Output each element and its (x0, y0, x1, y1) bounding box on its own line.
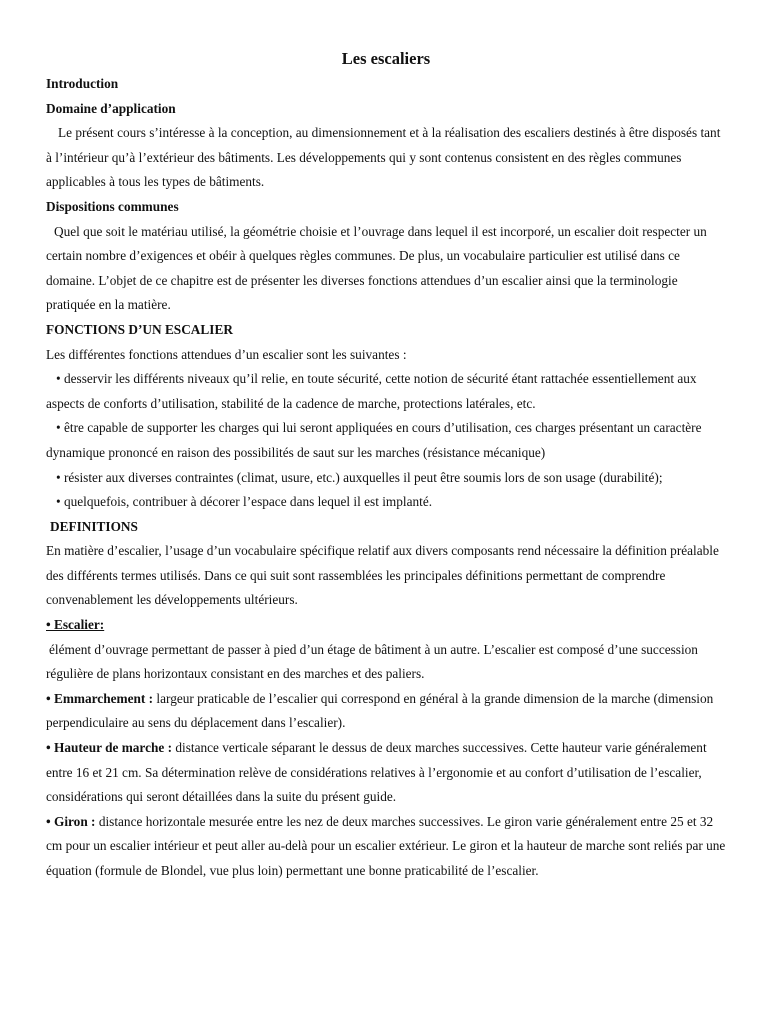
definition-text-giron: distance horizontale mesurée entre les nez de deux marches successives. Le giron varie généralement entre 25 et 32 cm pour un escalier intérieur et peut aller au-delà pour un escalier extérieur. Le giron et la hauteur de marche sont reliés par une équation (formule de Blondel, vue plus loin) permettant une bonne praticabilité de l’escalier. (46, 813, 726, 878)
definition-text-emmarchement: largeur praticable de l’escalier qui correspond en général à la grande dimension de la marche (dimension perpendiculaire au sens du déplacement dans l’escalier). (46, 690, 714, 731)
document-page (46, 48, 726, 884)
page-title: Les escaliers (341, 49, 431, 68)
definition-text-hauteur: distance verticale séparant le dessus de deux marches successives. Cette hauteur varie généralement entre 16 et 21 cm. Sa détermination relève de considérations relatives à l’ergonomie et au confort d’utilisation de l’escalier, considérations qui seront détaillées dans la suite du présent guide. (46, 740, 707, 805)
list-item: • être capable de supporter les charges qui lui seront appliquées en cours d’utilisation, ces charges présentant un caractère dynamique prononcé en raison des possibilités de saut sur les marches (résistance mécanique) (46, 420, 702, 460)
list-item: • desservir les différents niveaux qu’il relie, en toute sécurité, cette notion de sécurité étant rattachée essentiellement aux aspects de conforts d’utilisation, stabilité de la cadence de marche, protections latérales, etc. (46, 371, 697, 411)
definition-giron (46, 810, 726, 884)
paragraph-definitions-intro: En matière d’escalier, l’usage d’un vocabulaire spécifique relatif aux divers composants rend nécessaire la définition préalable des différents termes utilisés. Dans ce qui suit sont rassemblées les principales définitions permettant de comprendre convenablement les développements ultérieurs. (46, 543, 719, 608)
definition-term-hauteur: • Hauteur de marche : (46, 740, 173, 756)
heading-dispositions: Dispositions communes (46, 198, 179, 214)
definition-term-giron: • Giron : (46, 813, 96, 829)
list-item: • quelquefois, contribuer à décorer l’espace dans lequel il est implanté. (56, 494, 433, 510)
heading-fonctions: FONCTIONS D’UN ESCALIER (46, 321, 233, 337)
heading-introduction: Introduction (46, 76, 119, 91)
definition-hauteur (46, 736, 726, 810)
paragraph-domaine: Le présent cours s’intéresse à la conception, au dimensionnement et à la réalisation des escaliers destinés à être disposés tant à l’intérieur qu’à l’extérieur des bâtiments. Les développements qui y sont contenus consistent en des règles communes applicables à tous les types de bâtiments. (46, 125, 721, 190)
paragraph-fonctions-intro: Les différentes fonctions attendues d’un escalier sont les suivantes : (46, 346, 407, 362)
heading-definitions: DEFINITIONS (50, 518, 138, 534)
definition-emmarchement (46, 687, 726, 736)
definition-term-escalier: • Escalier: (46, 617, 105, 633)
definition-text-escalier: élément d’ouvrage permettant de passer à pied d’un étage de bâtiment à un autre. L’escalier est composé d’une succession régulière de plans horizontaux consistant en des marches et des paliers. (46, 641, 698, 682)
list-item: • résister aux diverses contraintes (climat, usure, etc.) auxquelles il peut être soumis lors de son usage (durabilité); (56, 469, 663, 485)
heading-domaine: Domaine d’application (46, 100, 176, 116)
definition-term-emmarchement: • Emmarchement : (46, 690, 154, 706)
paragraph-dispositions: Quel que soit le matériau utilisé, la géométrie choisie et l’ouvrage dans lequel il est incorporé, un escalier doit respecter un certain nombre d’exigences et obéir à quelques règles communes. De plus, un vocabulaire particulier est utilisé dans ce domaine. L’objet de ce chapitre est de présenter les diverses fonctions attendues d’un escalier ainsi que la terminologie pratiquée en la matière. (46, 223, 707, 313)
